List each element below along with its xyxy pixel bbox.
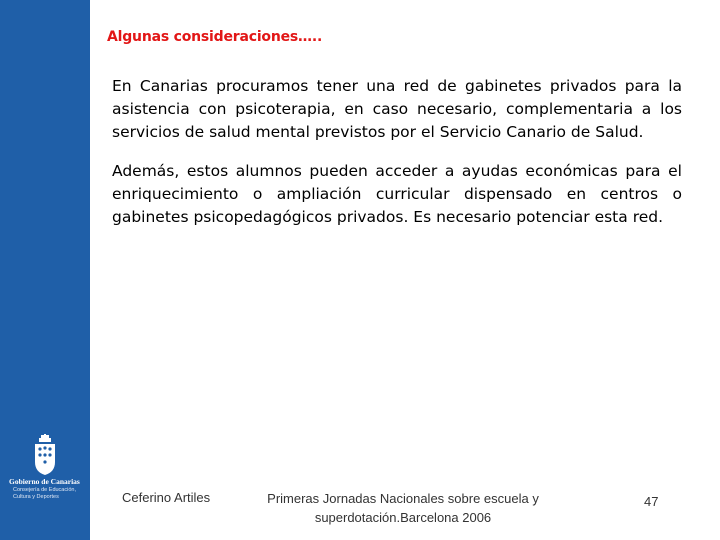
paragraph-2: Además, estos alumnos pueden acceder a ayudas económicas para el enriquecimiento o ampliación curricular dispensado en centros o gabinetes psicopedagógicos privados. Es necesario potenciar esta red. (112, 162, 682, 226)
coat-of-arms-icon (32, 434, 58, 476)
footer-event: Primeras Jornadas Nacionales sobre escuela y superdotación.Barcelona 2006 (267, 491, 539, 525)
slide-title: Algunas consideraciones….. (107, 29, 323, 45)
logo-name: Gobierno de Canarias (9, 477, 80, 486)
logo-subtitle: Consejería de Educación, Cultura y Deportes (13, 487, 76, 500)
footer-author: Ceferino Artiles (122, 490, 211, 505)
gobierno-canarias-logo (6, 434, 84, 514)
page-number: 47 (644, 494, 659, 509)
paragraph-1: En Canarias procuramos tener una red de gabinetes privados para la asistencia con psicoterapia, en caso necesario, complementaria a los servicios de salud mental previstos por el Servicio Canario de Salud. (112, 77, 682, 141)
sidebar (0, 0, 90, 540)
